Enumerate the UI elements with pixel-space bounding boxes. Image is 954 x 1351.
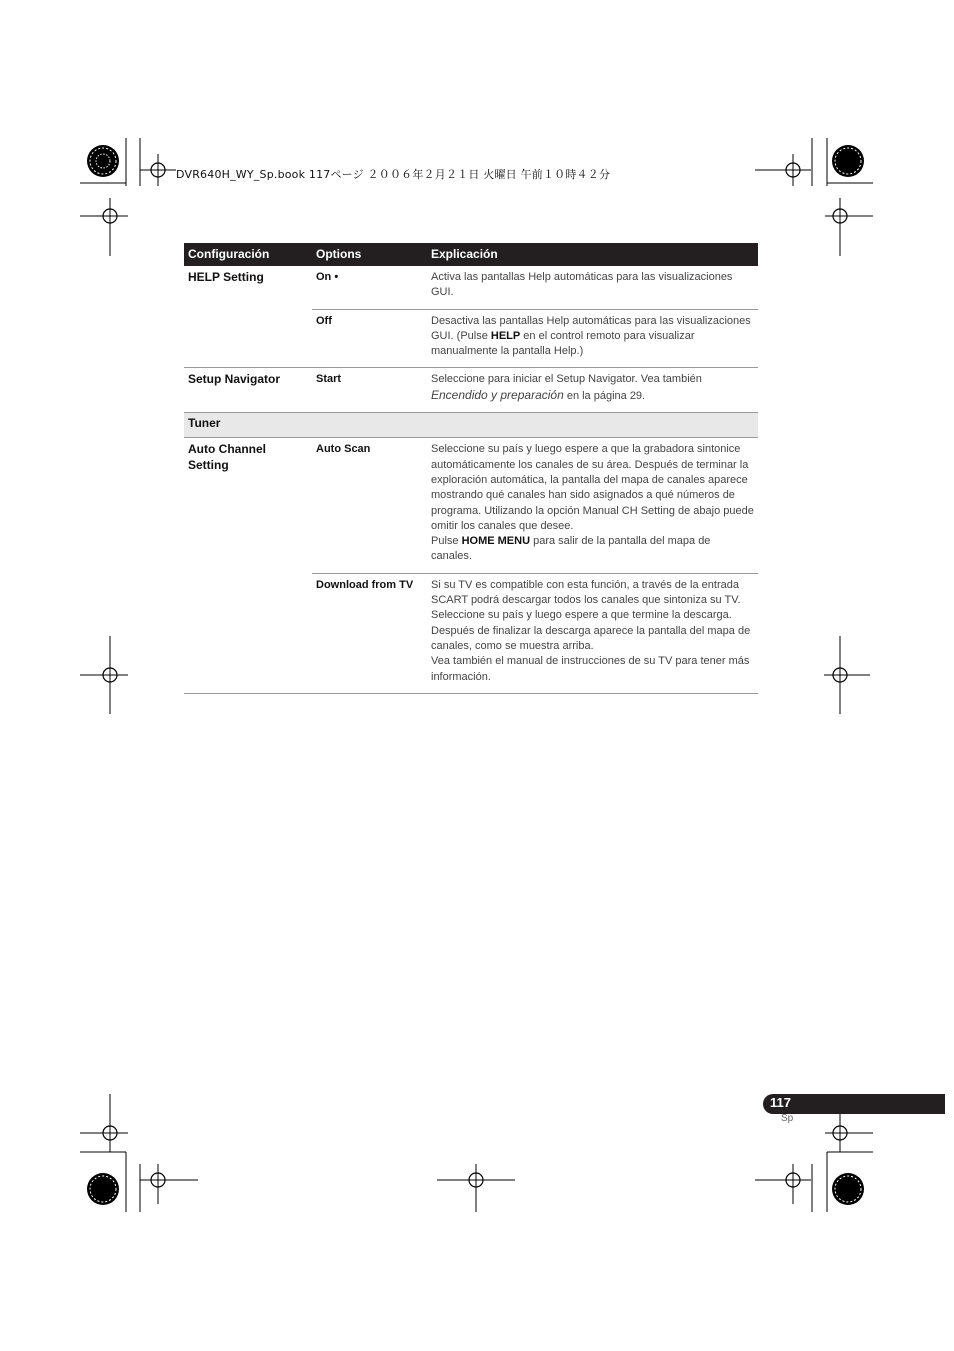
explanation-help-off: Desactiva las pantallas Help automáticas para las visualizaciones GUI. (Pulse HELP en el control remoto para visualizar manualmente la pantalla Help.) — [427, 309, 758, 368]
help-key-label: HELP — [490, 329, 521, 342]
table-row-setup-navigator — [184, 368, 758, 413]
column-header-configuracion: Configuración — [184, 243, 312, 266]
option-auto-scan: Auto Scan — [312, 438, 427, 573]
crop-marks-top-left — [80, 138, 190, 258]
explanation-auto-scan: Seleccione su país y luego espere a que la grabadora sintonice automáticamente los canales de su área. Después de terminar la exploración automática, la pantalla del mapa de canales aparece mostrando qué canales han sido asignados a qué números de programa. Utilizando la opción Manual CH Setting de abajo puede omitir los canales que desee. Pulse HOME MENU para salir de la pantalla del mapa de canales. — [427, 438, 758, 573]
table-section-tuner — [184, 413, 758, 438]
crop-mark-mid-left — [80, 636, 140, 716]
explanation-download-from-tv: Si su TV es compatible con esta función, a través de la entrada SCART podrá descargar todos los canales que sintoniza su TV. Seleccione su país y luego espere a que termine la descarga. Después de finalizar la descarga aparece la pantalla del mapa de canales, como se muestra arriba. Vea también el manual de instrucciones de su TV para tener más información. — [427, 573, 758, 693]
option-start: Start — [312, 368, 427, 413]
column-header-options: Options — [312, 243, 427, 266]
crop-marks-top-right — [755, 138, 875, 258]
crop-mark-mid-right — [812, 636, 872, 716]
home-menu-key-label: HOME MENU — [461, 535, 531, 548]
setting-auto-channel: Auto Channel Setting — [184, 438, 312, 693]
setting-setup-navigator: Setup Navigator — [184, 368, 312, 413]
crop-marks-bottom-left — [80, 1094, 200, 1214]
option-on: On • — [312, 266, 427, 309]
setting-help: HELP Setting — [184, 266, 312, 368]
column-header-explicacion: Explicación — [427, 243, 758, 266]
cross-reference-link: Encendido y preparación — [431, 387, 564, 402]
section-title-tuner: Tuner — [184, 413, 758, 438]
page-number: 117 — [770, 1095, 791, 1110]
page-language: Sp — [781, 1113, 794, 1124]
print-file-header: DVR640H_WY_Sp.book 117ページ ２００６年２月２１日 火曜日 午前１０時４２分 — [176, 168, 611, 181]
explanation-setup-navigator: Seleccione para iniciar el Setup Navigator. Vea también Encendido y preparación en la página 29. — [427, 368, 758, 413]
settings-table — [184, 243, 758, 694]
option-download-from-tv: Download from TV — [312, 573, 427, 693]
table-row-help-on — [184, 266, 758, 309]
explanation-help-on: Activa las pantallas Help automáticas para las visualizaciones GUI. — [427, 266, 758, 309]
table-row-auto-scan — [184, 438, 758, 573]
crop-mark-bottom-center — [437, 1164, 517, 1214]
option-off: Off — [312, 309, 427, 368]
table-header-row — [184, 243, 758, 266]
